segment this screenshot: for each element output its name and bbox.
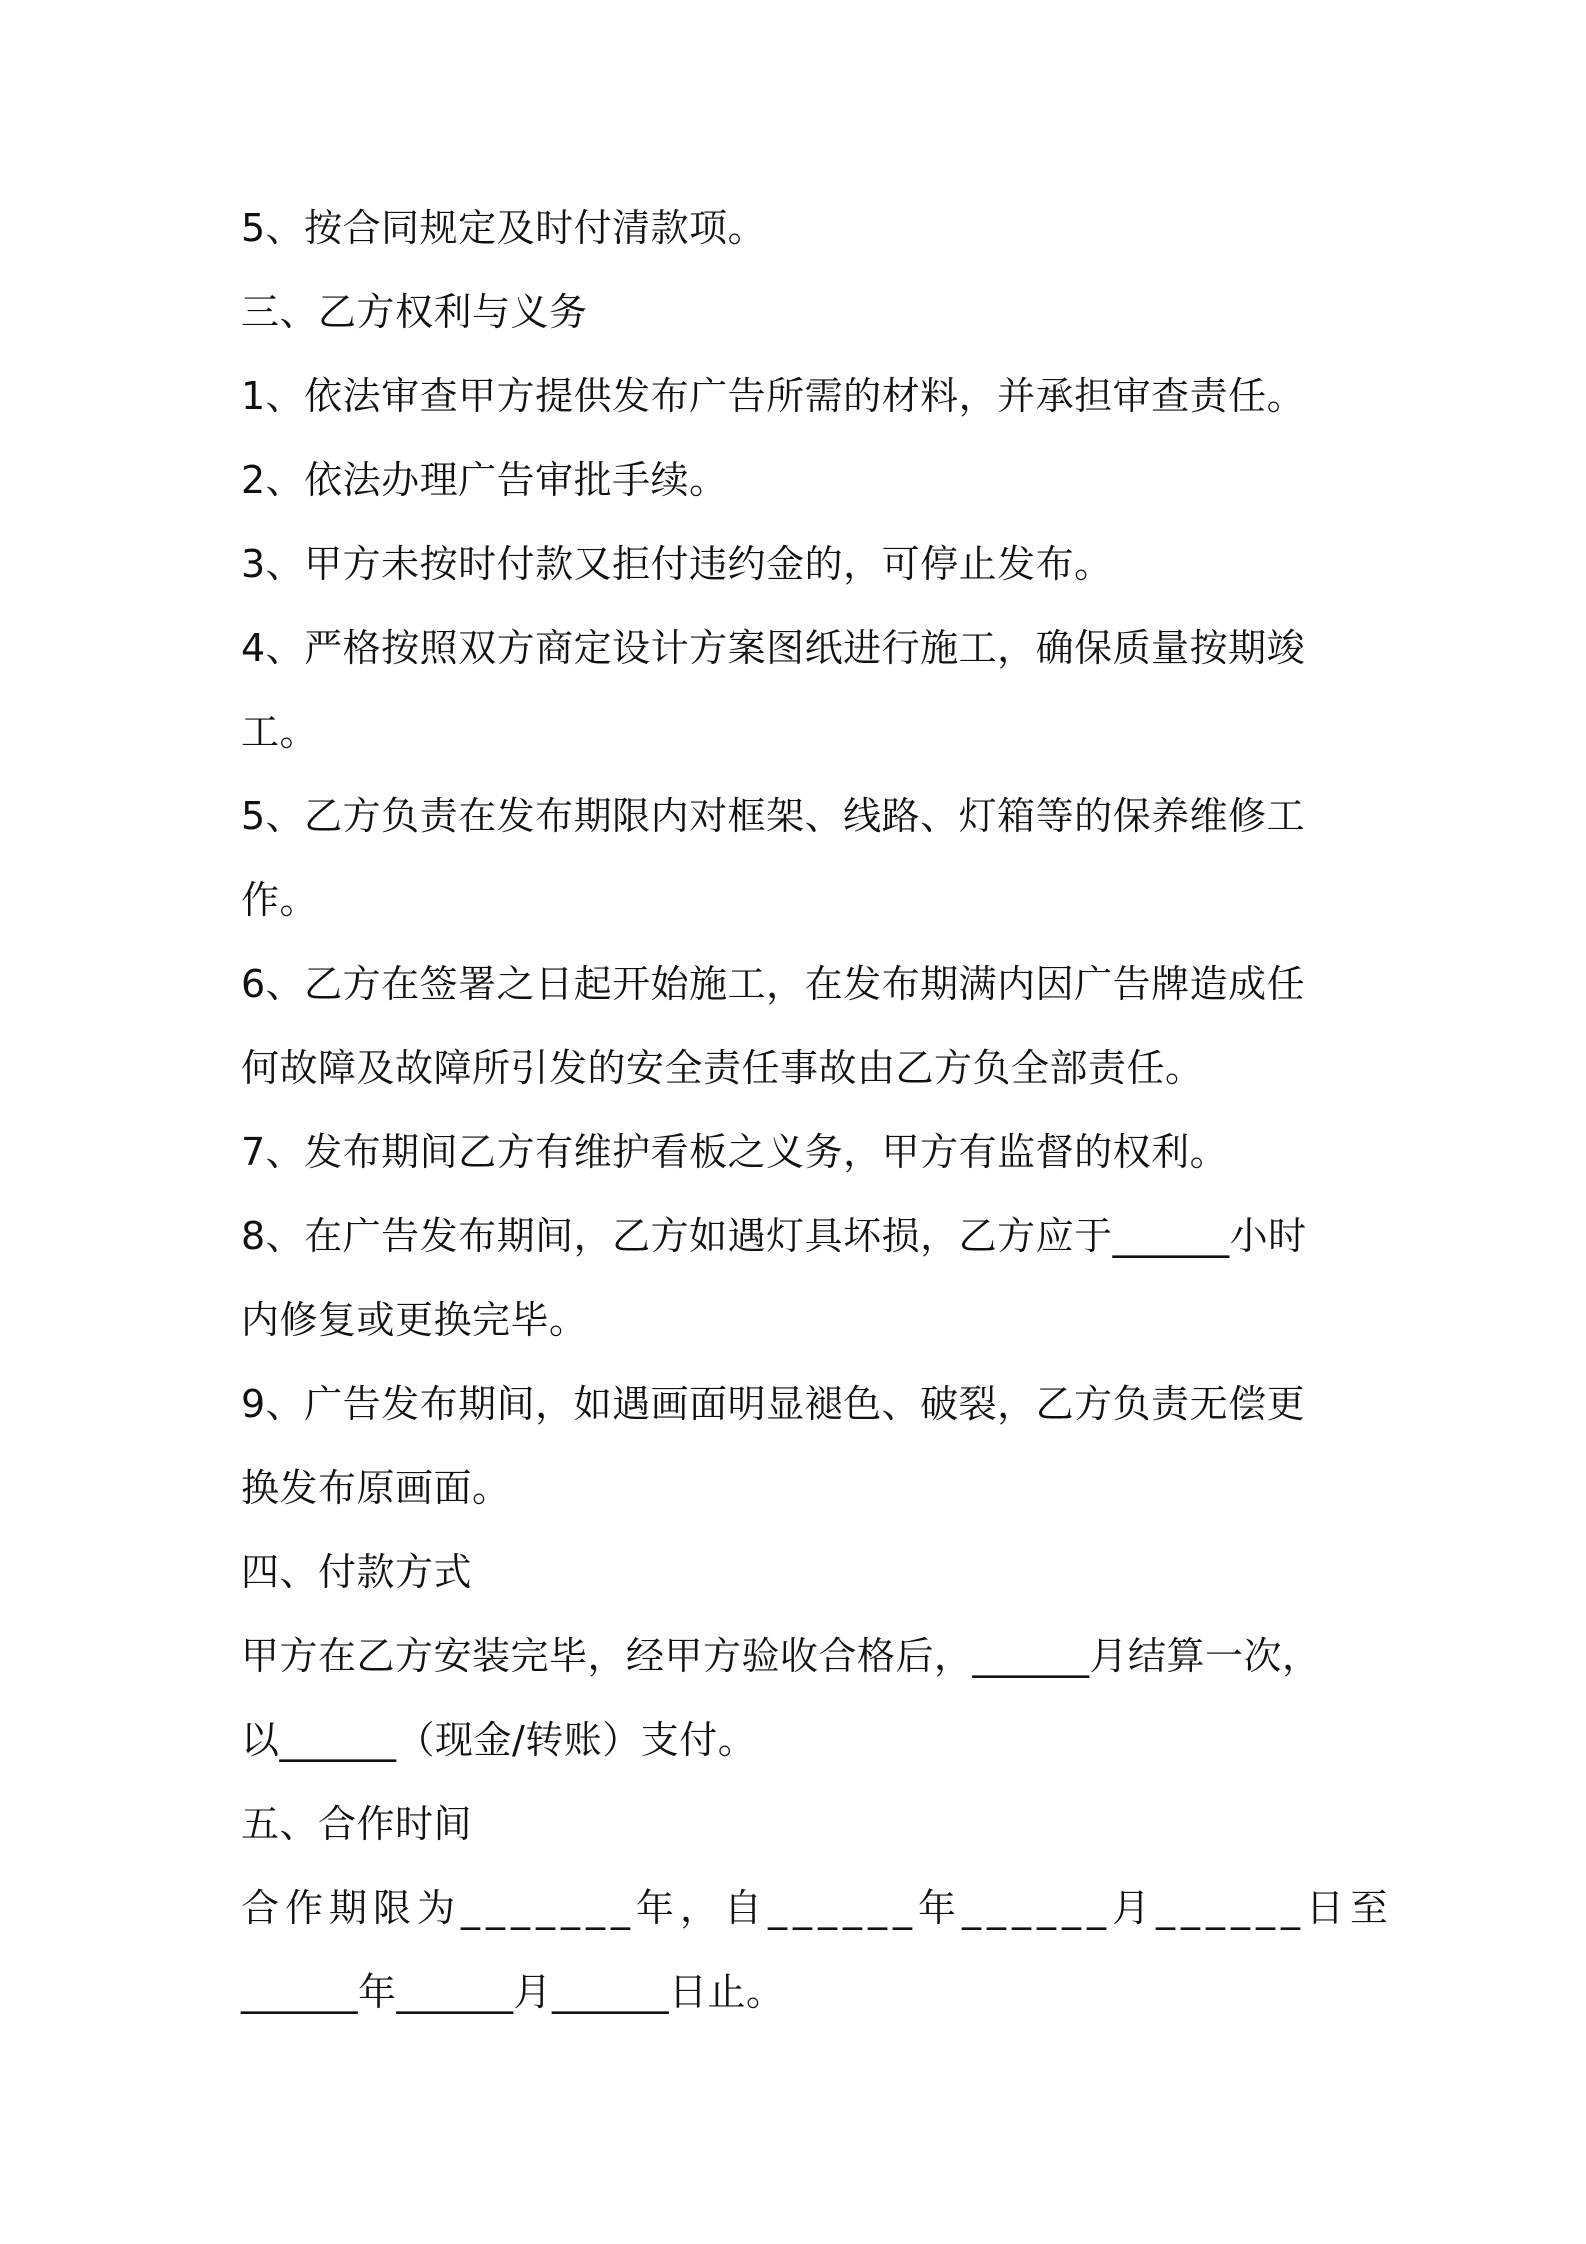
clause-cooperation-period-cont: ______年______月______日止。 bbox=[241, 1970, 785, 2014]
clause-b5-maintenance: 5、乙方负责在发布期限内对框架、线路、灯箱等的保养维修工 bbox=[241, 794, 1306, 838]
clause-b7-supervision: 7、发布期间乙方有维护看板之义务，甲方有监督的权利。 bbox=[241, 1130, 1229, 1174]
clause-payment-settlement-cont: 以______（现金/转账）支付。 bbox=[241, 1718, 757, 1762]
clause-b4-construction-cont: 工。 bbox=[241, 710, 319, 754]
clause-b4-construction: 4、严格按照双方商定设计方案图纸进行施工，确保质量按期竣 bbox=[241, 626, 1306, 670]
clause-b9-replacement: 9、广告发布期间，如遇画面明显褪色、破裂，乙方负责无偿更 bbox=[241, 1382, 1306, 1426]
clause-b8-repair-cont: 内修复或更换完毕。 bbox=[241, 1298, 588, 1342]
heading-payment-method: 四、付款方式 bbox=[241, 1550, 473, 1594]
clause-a5-payment: 5、按合同规定及时付清款项。 bbox=[241, 206, 767, 250]
clause-b3-suspend: 3、甲方未按时付款又拒付违约金的，可停止发布。 bbox=[241, 542, 1113, 586]
clause-b9-replacement-cont: 换发布原画面。 bbox=[241, 1466, 511, 1510]
clause-b6-liability-cont: 何故障及故障所引发的安全责任事故由乙方负全部责任。 bbox=[241, 1046, 1204, 1090]
clause-b6-liability: 6、乙方在签署之日起开始施工，在发布期满内因广告牌造成任 bbox=[241, 962, 1306, 1006]
heading-party-b-rights: 三、乙方权利与义务 bbox=[241, 290, 588, 334]
clause-payment-settlement: 甲方在乙方安装完毕，经甲方验收合格后，______月结算一次， bbox=[241, 1634, 1321, 1678]
clause-b8-repair: 8、在广告发布期间，乙方如遇灯具坏损，乙方应于______小时 bbox=[241, 1214, 1307, 1258]
clause-b1-review: 1、依法审查甲方提供发布广告所需的材料，并承担审查责任。 bbox=[241, 374, 1306, 418]
heading-cooperation-time: 五、合作时间 bbox=[241, 1802, 473, 1846]
clause-cooperation-period: 合作期限为_______年，自______年______月______日至 bbox=[241, 1886, 1395, 1930]
clause-b2-approval: 2、依法办理广告审批手续。 bbox=[241, 458, 728, 502]
clause-b5-maintenance-cont: 作。 bbox=[241, 878, 319, 922]
